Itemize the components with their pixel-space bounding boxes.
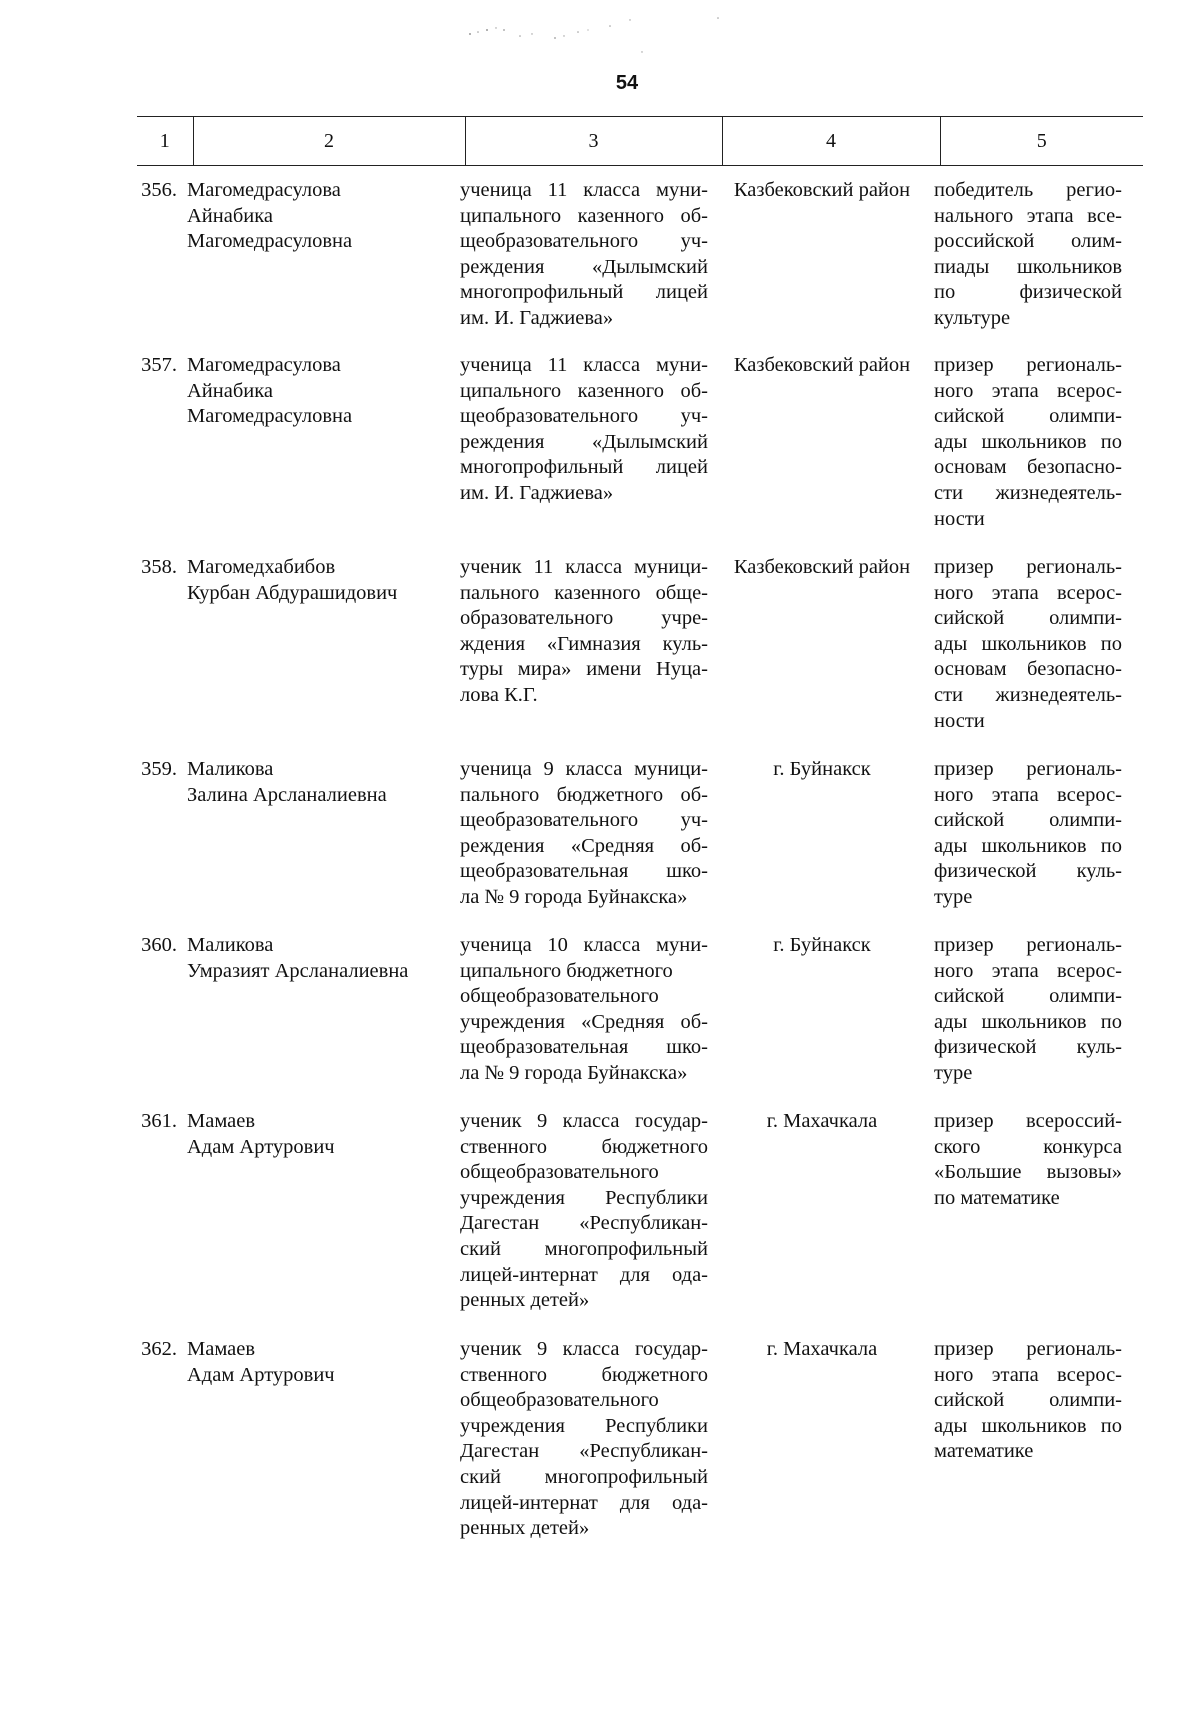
- entry-357: [137, 353, 1143, 555]
- column-number-2: 2: [193, 117, 465, 166]
- school-description: ученица 9 класса муници- пального бюджетного об- щеобразовательного уч- реждения «Средняя об- щеобразовательная шко- ла № 9 города Буйнакска»: [460, 758, 708, 908]
- award-description: призер всероссий- ского конкурса «Большие вызовы» по математике: [934, 1110, 1122, 1209]
- student-name: Маликова Умразият Арсланалиевна: [187, 934, 409, 982]
- district: г. Буйнакск: [773, 934, 871, 956]
- column-number-3: 3: [465, 117, 722, 166]
- award-description: призер региональ- ного этапа всерос- сийской олимпи- ады школьников по физической куль- туре: [934, 934, 1122, 1084]
- entry-number: 361.: [141, 1110, 177, 1132]
- entry-number: 358.: [141, 556, 177, 578]
- entry-360: [137, 933, 1143, 1109]
- entry-359: [137, 757, 1143, 933]
- entry-number: 359.: [141, 758, 177, 780]
- student-name: Магомедрасулова Айнабика Магомедрасуловна: [187, 354, 353, 428]
- entry-number: 362.: [141, 1338, 177, 1360]
- school-description: ученица 10 класса муни- ципального бюджетного общеобразовательного учреждения «Средняя об- щеобразовательная шко- ла № 9 города Буйнакска»: [460, 934, 708, 1084]
- column-number-row: [137, 116, 1143, 166]
- district: Казбековский район: [733, 179, 911, 201]
- entry-number: 356.: [141, 179, 177, 201]
- entry-358: [137, 555, 1143, 757]
- school-description: ученица 11 класса муни- ципального казенного об- щеобразовательного уч- реждения «Дылымский многопрофильный лицей им. И. Гаджиева»: [460, 354, 708, 504]
- entries-list: [137, 178, 1143, 1565]
- entry-361: [137, 1109, 1143, 1337]
- award-description: призер региональ- ного этапа всерос- сийской олимпи- ады школьников по основам безопасно- сти жизнедеятель- ности: [934, 354, 1122, 530]
- award-description: призер региональ- ного этапа всерос- сийской олимпи- ады школьников по математике: [934, 1338, 1122, 1463]
- award-description: призер региональ- ного этапа всерос- сийской олимпи- ады школьников по основам безопасно- сти жизнедеятель- ности: [934, 556, 1122, 732]
- entry-number: 360.: [141, 934, 177, 956]
- page-number: 54: [615, 72, 639, 94]
- school-description: ученик 11 класса муници- пального казенного обще- образовательного учре- ждения «Гимназия куль- туры мира» имени Нуца- лова К.Г.: [460, 556, 708, 706]
- district: г. Буйнакск: [773, 758, 871, 780]
- entry-number: 357.: [141, 354, 177, 376]
- award-description: призер региональ- ного этапа всерос- сийской олимпи- ады школьников по физической куль- туре: [934, 758, 1122, 908]
- school-description: ученица 11 класса муни- ципального казенного об- щеобразовательного уч- реждения «Дылымский многопрофильный лицей им. И. Гаджиева»: [460, 179, 708, 329]
- column-number-1: 1: [137, 117, 193, 166]
- entry-362: [137, 1337, 1143, 1565]
- scan-specks: [460, 12, 720, 62]
- school-description: ученик 9 класса государ- ственного бюджетного общеобразовательного учреждения Республики Дагестан «Республикан- ский многопрофильный лицей-интернат для ода- ренных детей»: [460, 1338, 708, 1540]
- entry-356: [137, 178, 1143, 353]
- column-number-5: 5: [940, 117, 1143, 166]
- student-name: Мамаев Адам Артурович: [187, 1338, 335, 1386]
- student-name: Мамаев Адам Артурович: [187, 1110, 335, 1158]
- award-description: победитель регио- нального этапа все- российской олим- пиады школьников по физической культуре: [934, 179, 1122, 329]
- district: г. Махачкала: [766, 1338, 878, 1360]
- school-description: ученик 9 класса государ- ственного бюджетного общеобразовательного учреждения Республики Дагестан «Республикан- ский многопрофильный лицей-интернат для ода- ренных детей»: [460, 1110, 708, 1312]
- student-name: Магомедхабибов Курбан Абдурашидович: [187, 556, 398, 604]
- district: г. Махачкала: [766, 1110, 878, 1132]
- district: Казбековский район: [733, 556, 911, 578]
- student-name: Магомедрасулова Айнабика Магомедрасуловна: [187, 179, 353, 253]
- column-number-4: 4: [722, 117, 940, 166]
- student-name: Маликова Залина Арсланалиевна: [187, 758, 387, 806]
- district: Казбековский район: [733, 354, 911, 376]
